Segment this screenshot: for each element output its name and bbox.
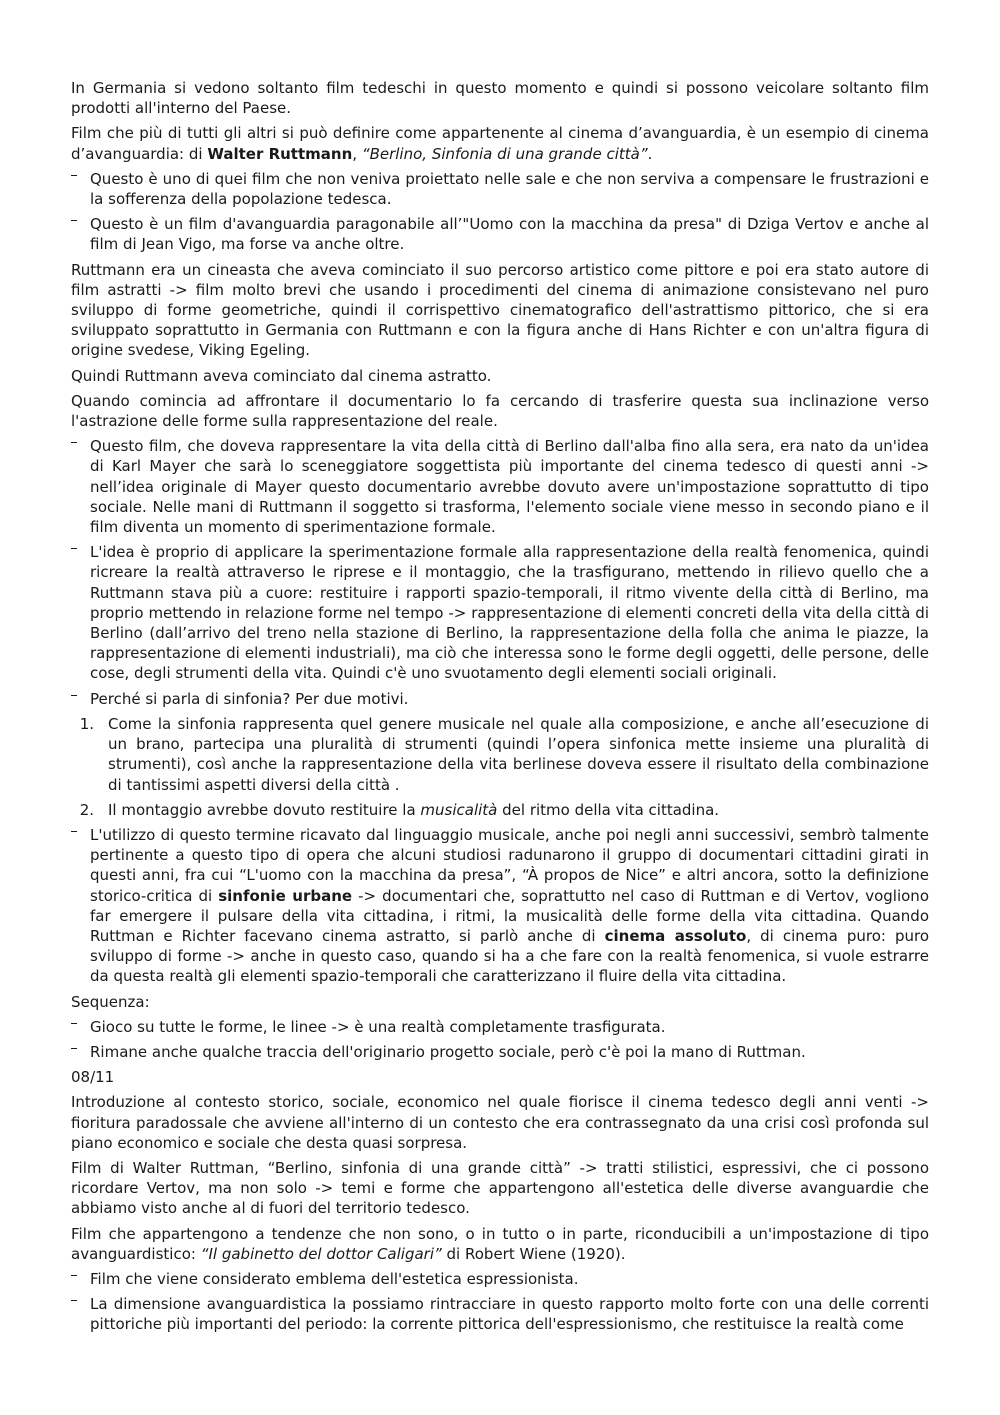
dash-bullet-icon	[71, 1017, 90, 1037]
bullet-item: Perché si parla di sinfonia? Per due motivi.	[71, 689, 929, 709]
bullet-item: Questo è uno di quei film che non veniva proiettato nelle sale e che non serviva a compensare le frustrazioni e la sofferenza della popolazione tedesca.	[71, 169, 929, 209]
paragraph: Film che più di tutti gli altri si può definire come appartenente al cinema d’avanguardia, è un esempio di cinema d’avanguardia: di Walter Ruttmann, “Berlino, Sinfonia di una grande città”.	[71, 124, 929, 163]
paragraph: In Germania si vedono soltanto film tedeschi in questo momento e quindi si possono veicolare soltanto film prodotti all'interno del Paese.	[71, 79, 929, 118]
italic-text: musicalità	[420, 800, 498, 819]
bullet-item: Questo film, che doveva rappresentare la vita della città di Berlino dall'alba fino alla sera, era nato da un'idea di Karl Mayer che sarà lo sceneggiatore soggettista più importante del cinema tedesco di questi anni -> nell’idea originale di Mayer questo documentario avrebbe dovuto avere un'impostazione soprattutto di tipo sociale. Nelle mani di Ruttmann il soggetto si trasforma, l'elemento sociale viene messo in secondo piano e il film diventa un momento di sperimentazione formale.	[71, 436, 929, 537]
bullet-item: Gioco su tutte le forme, le linee -> è una realtà completamente trasfigurata.	[71, 1017, 929, 1037]
bold-text: Walter Ruttmann	[207, 144, 353, 163]
bold-text: cinema assoluto	[604, 926, 747, 945]
document-page	[71, 78, 929, 1340]
bullet-item: La dimensione avanguardistica la possiamo rintracciare in questo rapporto molto forte con una delle correnti pittoriche più importanti del periodo: la corrente pittorica dell'espressionismo, che restituisce la realtà come	[71, 1294, 929, 1334]
paragraph: Introduzione al contesto storico, sociale, economico nel quale fiorisce il cinema tedesco degli anni venti -> fioritura paradossale che avviene all'interno di un contesto che era contrassegnato da una crisi così profonda sul piano economico e sociale che desta quasi sorpresa.	[71, 1093, 929, 1152]
paragraph: Quando comincia ad affrontare il documentario lo fa cercando di trasferire questa sua inclinazione verso l'astrazione delle forme sulla rappresentazione del reale.	[71, 391, 929, 431]
italic-text: “Il gabinetto del dottor Caligari”	[200, 1244, 442, 1263]
bullet-item: L'idea è proprio di applicare la sperimentazione formale alla rappresentazione della realtà fenomenica, quindi ricreare la realtà attraverso le riprese e il montaggio, che la trasfigurano, mettendo in rilievo quello che a Ruttmann stava più a cuore: restituire i rapporti spazio-temporali, il ritmo vivente della città di Berlino, ma proprio mettendo in relazione forme nel tempo -> rappresentazione di elementi concreti della vita della città di Berlino (dall’arrivo del treno nella stazione di Berlino, la rappresentazione della folla che anima le piazze, la rappresentazione di elementi industriali), ma ciò che interessa sono le forme degli oggetti, delle persone, delle cose, degli strumenti della vita. Quindi c'è uno svuotamento degli elementi sociali originali.	[71, 542, 929, 683]
paragraph: Sequenza:	[71, 992, 150, 1011]
paragraph: Film che appartengono a tendenze che non sono, o in tutto o in parte, riconducibili a un'impostazione di tipo avanguardistico: “Il gabinetto del dottor Caligari” di Robert Wiene (1920).	[71, 1224, 929, 1263]
bold-text: sinfonie urbane	[218, 886, 353, 905]
italic-text: “Berlino, Sinfonia di una grande città”	[361, 144, 648, 163]
numbered-item: 1. Come la sinfonia rappresenta quel genere musicale nel quale alla composizione, e anche all’esecuzione di un brano, partecipa una pluralità di strumenti (quindi l’opera sinfonica mette insieme una pluralità di strumenti), così anche la rappresentazione della vita berlinese doveva essere il risultato della combinazione di tantissimi aspetti diversi della città .	[79, 714, 929, 794]
paragraph: Film di Walter Ruttman, “Berlino, sinfonia di una grande città” -> tratti stilistici, espressivi, che ci possono ricordare Vertov, ma non solo -> temi e forme che appartengono all'estetica delle diverse avanguardie che abbiamo visto anche al di fuori del territorio tedesco.	[71, 1158, 929, 1218]
dash-bullet-icon	[71, 214, 90, 254]
dash-bullet-icon	[71, 436, 90, 537]
dash-bullet-icon	[71, 1269, 90, 1289]
bullet-item: Rimane anche qualche traccia dell'originario progetto sociale, però c'è poi la mano di Ruttman.	[71, 1042, 929, 1062]
dash-bullet-icon	[71, 1294, 90, 1334]
dash-bullet-icon	[71, 542, 90, 683]
bullet-item: Questo è un film d'avanguardia paragonabile all’"Uomo con la macchina da presa" di Dziga Vertov e anche al film di Jean Vigo, ma forse va anche oltre.	[71, 214, 929, 254]
list-number: 2.	[79, 800, 94, 819]
paragraph: Quindi Ruttmann aveva cominciato dal cinema astratto.	[71, 366, 492, 385]
dash-bullet-icon	[71, 825, 90, 987]
paragraph: Ruttmann era un cineasta che aveva cominciato il suo percorso artistico come pittore e poi era stato autore di film astratti -> film molto brevi che usando i procedimenti del cinema di animazione consistevano nel puro sviluppo di forme geometriche, quindi il corrispettivo cinematografico dell'astrattismo pittorico, che si era sviluppato soprattutto in Germania con Ruttmann e con la figura anche di Hans Richter e con un'altra figura di origine svedese, Viking Egeling.	[71, 260, 929, 360]
dash-bullet-icon	[71, 169, 90, 209]
dash-bullet-icon	[71, 1042, 90, 1062]
numbered-item: 2. Il montaggio avrebbe dovuto restituire la musicalità del ritmo della vita cittadina.	[79, 800, 720, 819]
list-number: 1.	[79, 714, 94, 733]
dash-bullet-icon	[71, 689, 90, 709]
date-heading: 08/11	[71, 1068, 115, 1087]
bullet-item: Film che viene considerato emblema dell'estetica espressionista.	[71, 1269, 929, 1289]
bullet-item: L'utilizzo di questo termine ricavato dal linguaggio musicale, anche poi negli anni successivi, sembrò talmente pertinente a questo tipo di opera che alcuni studiosi radunarono il gruppo di documentari cittadini girati in questi anni, fra cui “L'uomo con la macchina da presa”, “À propos de Nice” e altri ancora, sotto la definizione storico-critica di sinfonie urbane -> documentari che, soprattutto nel caso di Ruttman e di Vertov, vogliono far emergere il pulsare della vita cittadina, i ritmi, la musicalità delle forme della vita cittadina. Quando Ruttman e Richter facevano cinema astratto, si parlò anche di cinema assoluto, di cinema puro: puro sviluppo di forme -> anche in questo caso, quando si ha a che fare con la realtà fenomenica, si vuole estrarre da questa realtà gli elementi spazio-temporali che caratterizzano il fluire della vita cittadina.	[71, 825, 929, 987]
